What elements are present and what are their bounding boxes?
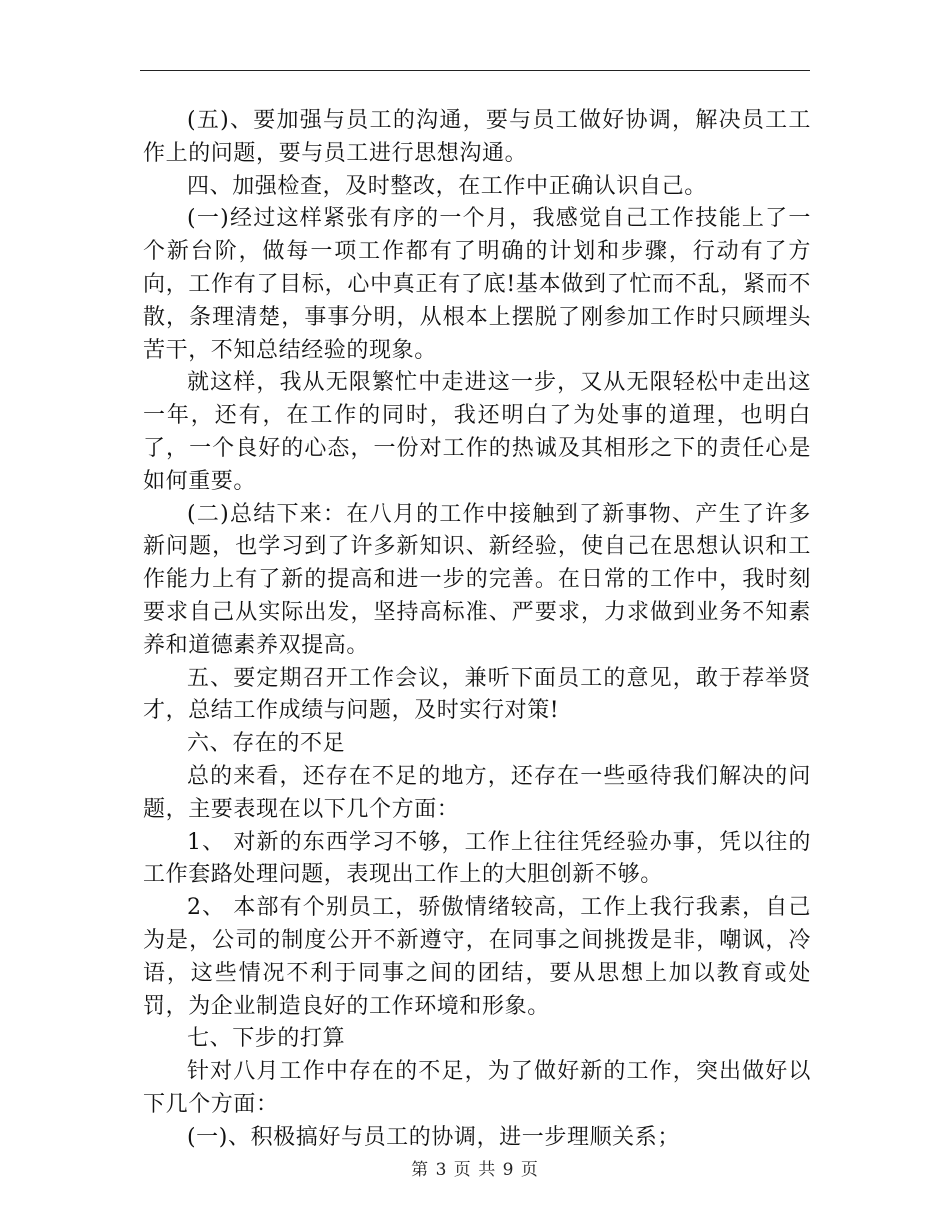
paragraph: 2、 本部有个别员工，骄傲情绪较高，工作上我行我素，自己为是，公司的制度公开不新遵守，在同事之间挑拨是非，嘲讽，冷语，这些情况不利于同事之间的团结，要从思想上加以教育或处罚，为企业制造良好的工作环境和形象。 — [143, 895, 811, 1019]
header-rule — [140, 70, 810, 71]
paragraph: (二)总结下来：在八月的工作中接触到了新事物、产生了许多新问题，也学习到了许多新知识、新经验，使自己在思想认识和工作能力上有了新的提高和进一步的完善。在日常的工作中，我时刻要求自己从实际出发，坚持高标准、严要求，力求做到业务不知素养和道德素养双提高。 — [143, 501, 811, 658]
paragraph: 四、加强检查，及时整改，在工作中正确认识自己。 — [187, 173, 707, 199]
paragraph: 六、存在的不足 — [187, 731, 346, 757]
paragraph: (一)经过这样紧张有序的一个月，我感觉自己工作技能上了一个新台阶，做每一项工作都有了明确的计划和步骤，行动有了方向，工作有了目标，心中真正有了底!基本做到了忙而不乱，紧而不散，条理清楚，事事分明，从根本上摆脱了刚参加工作时只顾埋头苦干，不知总结经验的现象。 — [143, 206, 811, 363]
paragraph: 1、 对新的东西学习不够，工作上往往凭经验办事，凭以往的工作套路处理问题，表现出工作上的大胆创新不够。 — [143, 829, 811, 888]
paragraph: 针对八月工作中存在的不足，为了做好新的工作，突出做好以下几个方面： — [143, 1059, 811, 1117]
page-footer: 第 3 页 共 9 页 — [411, 1160, 539, 1180]
paragraph: (一)、积极搞好与员工的协调，进一步理顺关系； — [187, 1124, 680, 1150]
document-body — [143, 105, 811, 1155]
paragraph: 就这样，我从无限繁忙中走进这一步，又从无限轻松中走出这一年，还有，在工作的同时，我还明白了为处事的道理，也明白了，一个良好的心态，一份对工作的热诚及其相形之下的责任心是如何重要。 — [143, 370, 811, 494]
paragraph: (五)、要加强与员工的沟通，要与员工做好协调，解决员工工作上的问题，要与员工进行思想沟通。 — [143, 108, 811, 166]
paragraph: 总的来看，还存在不足的地方，还存在一些亟待我们解决的问题，主要表现在以下几个方面： — [143, 763, 811, 822]
paragraph: 七、下步的打算 — [187, 1026, 346, 1052]
paragraph: 五、要定期召开工作会议，兼听下面员工的意见，敢于荐举贤才，总结工作成绩与问题，及时实行对策! — [143, 665, 811, 724]
